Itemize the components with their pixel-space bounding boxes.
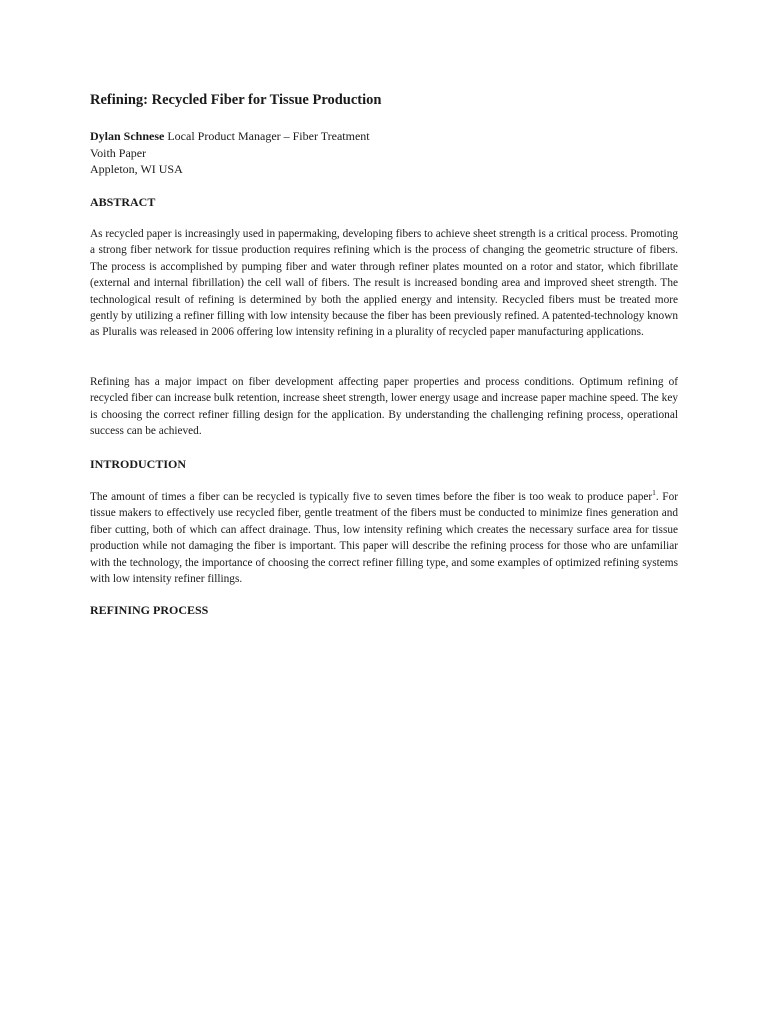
intro-text-part-1: The amount of times a fiber can be recycled is typically five to seven times before the fiber is too weak to produce paper — [90, 491, 653, 503]
author-company: Voith Paper — [90, 145, 147, 160]
abstract-paragraph-2: Refining has a major impact on fiber development affecting paper properties and process conditions. Optimum refining of recycled fiber can increase bulk retention, increase sheet strength, lower energy usage and increase paper machine speed. The key is choosing the correct refiner filling design for the application. By understanding the challenging refining process, operational success can be achieved. — [90, 376, 678, 438]
introduction-heading: INTRODUCTION — [90, 457, 187, 471]
footnote-reference[interactable]: 1 — [652, 488, 656, 498]
author-block — [90, 128, 370, 178]
introduction-paragraph-1 — [90, 489, 678, 587]
abstract-paragraph-1: As recycled paper is increasingly used in papermaking, developing fibers to achieve sheet strength is a critical process. Promoting a strong fiber network for tissue production requires refining which is the process of changing the geometric structure of fibers. The process is accomplished by pumping fiber and water through refiner plates mounted on a rotor and stator, which fibrillate (external and internal fibrillation) the cell wall of fibers. The result is increased bonding area and improved sheet strength. The technological result of refining is determined by both the applied energy and intensity. Recycled fibers must be treated more gently by utilizing a refiner filling with low intensity because the fiber has been previously refined. A patented-technology known as Pluralis was released in 2006 offering low intensity refining in a plurality of recycled paper manufacturing applications. — [90, 228, 678, 339]
author-line — [90, 128, 370, 145]
author-name: Dylan Schnese — [90, 129, 165, 143]
document-title: Refining: Recycled Fiber for Tissue Production — [90, 92, 382, 108]
intro-text-part-2: . For tissue makers to effectively use recycled fiber, gentle treatment of the fibers must be conducted to minimize fines generation and fiber cutting, both of which can affect drainage. Thus, low intensity refining which creates the necessary surface area for tissue production while not damaging the fiber is important. This paper will describe the refining process for those who are unfamiliar with the technology, the importance of choosing the correct refiner filling type, and some examples of optimized refining systems with low intensity refiner fillings. — [90, 491, 678, 586]
abstract-heading: ABSTRACT — [90, 195, 156, 209]
refining-process-heading: REFINING PROCESS — [90, 603, 209, 617]
author-location: Appleton, WI USA — [90, 162, 183, 176]
author-role: Local Product Manager – Fiber Treatment — [164, 129, 370, 143]
